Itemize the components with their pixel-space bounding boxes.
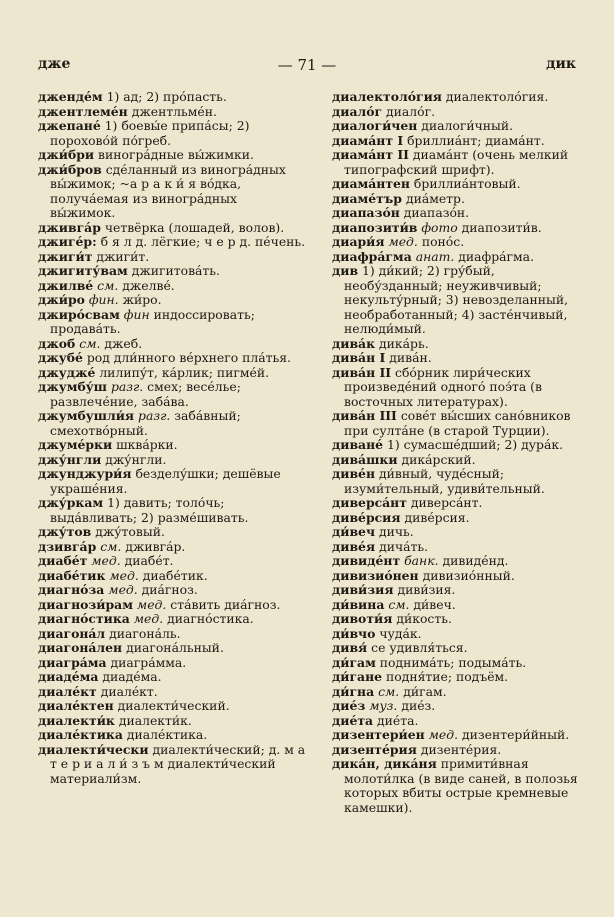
headword: джентлемéн (38, 103, 128, 119)
definition: диагрáмма. (110, 654, 187, 670)
headword: джи́бри (38, 147, 95, 162)
definition: дивéрсия. (404, 509, 470, 525)
definition: род дли́нного вéрхнего плáтья. (86, 350, 291, 365)
grammar-label: мед. (108, 582, 138, 597)
dictionary-entry (332, 583, 582, 598)
dictionary-entry (38, 496, 306, 525)
headword: джуджé (38, 364, 96, 380)
dictionary-entry (38, 380, 306, 409)
dictionary-entry (38, 670, 306, 685)
headword: диви́зия (332, 582, 394, 597)
dictionary-entry (38, 105, 306, 120)
grammar-label: мед. (388, 234, 418, 249)
dictionary-entry (38, 264, 306, 279)
definition: виногрáдные вы́жимки. (98, 147, 254, 162)
definition: диéз. (401, 698, 436, 713)
definition: диалоги́чный. (421, 118, 514, 133)
headword: дивáн III (332, 408, 397, 423)
headword: диари́я (332, 234, 385, 249)
headword: ди́гам (332, 654, 376, 670)
dictionary-entry (38, 148, 306, 163)
dictionary-entry (332, 438, 582, 453)
dictionary-entry (332, 250, 582, 265)
grammar-label: разг. (110, 379, 144, 394)
definition: джеб. (104, 335, 143, 351)
dictionary-entry (38, 366, 306, 381)
definition: подня́тие; подъём. (385, 669, 509, 684)
dictionary-entry (332, 656, 582, 671)
definition: джентльмéн. (131, 103, 217, 119)
dictionary-entry (38, 525, 306, 540)
definition: бриллиáнтовый. (413, 176, 521, 191)
headword: джумéрки (38, 437, 113, 452)
headword: дивáн II (332, 364, 392, 380)
definition: дивизиóнный. (422, 567, 515, 583)
headword: диагнóза (38, 582, 105, 597)
definition: сбóрник лири́ческих произведéний одногó поэ́та (в восточных литературах). (344, 364, 542, 409)
definition: бриллиáнт; диамáнт. (407, 132, 545, 148)
dictionary-entry (332, 496, 582, 511)
definition: диапазóн. (403, 205, 470, 220)
headword: диадéма (38, 669, 99, 684)
headword: диванé (332, 437, 384, 452)
headword: диалекти́к (38, 712, 115, 728)
headword: джумбушли́я (38, 408, 135, 423)
definition: безделу́шки; дешёвые украшéния. (50, 466, 281, 496)
definition: дизентери́йный. (462, 727, 570, 742)
dictionary-entry (332, 105, 582, 120)
definition: джу́товый. (95, 524, 165, 539)
grammar-label: разг. (138, 408, 171, 423)
dictionary-entry (332, 90, 582, 105)
definition: диафрáгма. (458, 248, 535, 264)
grammar-label: банк. (404, 553, 439, 568)
dictionary-entry (332, 134, 582, 149)
definition: диадéма. (102, 669, 162, 684)
headword: дивя́ (332, 640, 368, 655)
definition: совéт вы́сших санóвников при султáне (в старой Турции). (344, 408, 571, 438)
definition: джиги́т. (96, 248, 150, 264)
definition: индоссировать; продавáть. (50, 306, 255, 336)
definition: диагонáль. (109, 625, 181, 641)
definition: ди́веч. (413, 596, 456, 612)
definition: дичáть. (379, 538, 429, 554)
dictionary-entry (38, 540, 306, 555)
grammar-label: фин (123, 306, 150, 322)
grammar-label: мед. (428, 727, 459, 742)
headword: диалéкт (38, 683, 97, 699)
definition: дивáн. (389, 350, 432, 365)
grammar-label: мед. (109, 567, 139, 583)
headword: джи́бров (38, 161, 102, 177)
headword: дивéрсия (332, 509, 401, 525)
definition: сдéланный из виногрáдных вы́жимок; ~а р а к и́ я вóдка, получáемая из виногрáдных вы́жимок. (50, 161, 286, 220)
definition: 1) ди́кий; 2) гру́бый, необу́зданный; неуживчивый; некульту́рный; 3) невозделанный, необработанный; 4) застéнчивый, нелюди́мый. (344, 263, 569, 336)
dictionary-entry (38, 235, 306, 250)
headword: диапозити́в (332, 219, 418, 235)
headword: дивáшки (332, 451, 398, 467)
definition: б я л д. лёгкие; ч е р д. пéчень. (100, 234, 306, 249)
dictionary-entry (332, 192, 582, 207)
definition: забáвный; смехотвóрный. (50, 408, 241, 438)
definition: диáгноз. (141, 582, 198, 597)
definition: диапозити́в. (461, 219, 542, 235)
headword: диамéтър (332, 190, 402, 206)
dictionary-entry (332, 598, 582, 613)
grammar-label: см. (79, 335, 101, 351)
definition: дикáрь. (379, 335, 429, 351)
dictionary-entry (332, 743, 582, 758)
grammar-label: фото (421, 219, 458, 235)
dictionary-entry (38, 743, 306, 787)
headword: джепанé (38, 118, 101, 133)
dictionary-entry (332, 511, 582, 526)
headword: диагрáма (38, 654, 107, 670)
dictionary-entry (38, 279, 306, 294)
dictionary-entry (332, 467, 582, 496)
definition: диамáнт (очень мелкий типографский шрифт). (344, 147, 569, 177)
dictionary-entry (332, 757, 582, 815)
dictionary-entry (332, 337, 582, 352)
headword: диагонáл (38, 625, 106, 641)
dictionary-entry (38, 90, 306, 105)
definition: ди́кость. (396, 611, 452, 626)
dictionary-entry (38, 583, 306, 598)
headword: дивидéнт (332, 553, 401, 568)
dictionary-entry (38, 119, 306, 148)
headword: ди́вина (332, 596, 385, 612)
headword: джендéм (38, 89, 103, 104)
definition: жи́ро. (122, 292, 162, 307)
dictionary-entry (332, 206, 582, 221)
headword: дивизиóнен (332, 567, 419, 583)
headword: джу́тов (38, 524, 92, 539)
definition: диéта. (377, 712, 419, 728)
dictionary-entry (332, 627, 582, 642)
headword: джу́ркам (38, 495, 104, 510)
dictionary-entry (332, 177, 582, 192)
definition: стáвить диáгноз. (170, 596, 281, 612)
definition: ди́вный, чудéсный; изуми́тельный, удиви́тельный. (344, 466, 545, 496)
dictionary-entry (332, 148, 582, 177)
headword: див (332, 263, 359, 278)
definition: дикáрский. (401, 451, 476, 467)
grammar-label: см. (100, 538, 122, 554)
dictionary-entry (38, 598, 306, 613)
headword: ди́гане (332, 669, 383, 684)
grammar-label: анат. (415, 248, 455, 264)
headword: джигéр: (38, 234, 97, 249)
definition: диви́зия. (397, 582, 456, 597)
definition: поднимáть; подымáть. (379, 654, 527, 670)
headword: диамáнтен (332, 176, 410, 191)
dictionary-entry (38, 351, 306, 366)
definition: лилипу́т, кáрлик; пигмéй. (99, 364, 270, 380)
dictionary-entry (38, 438, 306, 453)
definition: джелвé. (122, 277, 175, 293)
headword: джилвé (38, 277, 94, 293)
definition: чудáк. (379, 625, 422, 641)
definition: 1) боевы́е припáсы; 2) порохово́й по́греб. (50, 118, 250, 148)
page-header (38, 56, 576, 74)
headword: диагнóстика (38, 611, 130, 626)
headword: джубé (38, 350, 83, 365)
headword: дзивгáр (38, 538, 97, 554)
definition: диабéтик. (142, 567, 208, 583)
headword: диамáнт I (332, 132, 404, 148)
definition: ди́гам. (403, 683, 447, 699)
definition: джигитовáть. (131, 263, 220, 278)
header-left-guideword: дже (38, 56, 71, 72)
definition: четвёрка (лошадей, волов). (104, 219, 285, 235)
headword: диабéтик (38, 567, 106, 583)
definition: диалектолóгия. (445, 89, 549, 104)
headword: джирóсвам (38, 306, 120, 322)
grammar-label: фин. (88, 292, 119, 307)
grammar-label: см. (378, 683, 400, 699)
dictionary-entry (38, 554, 306, 569)
headword: джиги́т (38, 248, 93, 264)
definition: диалóг. (386, 103, 436, 119)
headword: джоб (38, 335, 76, 351)
headword: дизентери́ен (332, 727, 425, 742)
headword: дикáн, дикáня (332, 756, 437, 771)
grammar-label: мед. (133, 611, 164, 626)
dictionary-entry (38, 163, 306, 221)
dictionary-entry (332, 221, 582, 236)
headword: дивоти́я (332, 611, 393, 626)
grammar-label: муз. (369, 698, 398, 713)
dictionary-entry (332, 670, 582, 685)
headword: дивéя (332, 538, 376, 554)
dictionary-entry (38, 656, 306, 671)
headword: диагнози́рам (38, 596, 133, 612)
definition: понóс. (421, 234, 465, 249)
dictionary-entry (38, 293, 306, 308)
dictionary-entry (38, 569, 306, 584)
dictionary-entry (332, 554, 582, 569)
definition: 1) ад; 2) прóпасть. (106, 89, 227, 104)
dictionary-entry (38, 714, 306, 729)
dictionary-entry (332, 409, 582, 438)
headword: диагонáлен (38, 640, 123, 655)
dictionary-entry (332, 569, 582, 584)
dictionary-entry (332, 525, 582, 540)
headword: диалéктен (38, 698, 114, 713)
definition: се удивля́ться. (371, 640, 468, 655)
definition: джу́нгли. (105, 451, 167, 467)
dictionary-entry (332, 699, 582, 714)
definition: дичь. (378, 524, 414, 539)
dictionary-entry (38, 685, 306, 700)
headword: дивáк (332, 335, 376, 351)
definition: диáметр. (405, 190, 465, 206)
dictionary-entry (332, 641, 582, 656)
headword: диафрáгма (332, 248, 412, 264)
definition: шквáрки. (116, 437, 178, 452)
definition: диверсáнт. (410, 495, 483, 510)
definition: диалекти́ческий. (117, 698, 230, 713)
definition: 1) сумасшéдший; 2) дурáк. (387, 437, 564, 452)
dictionary-entry (332, 119, 582, 134)
dictionary-entry (38, 627, 306, 642)
definition: диабéт. (124, 553, 174, 568)
dictionary-entry (38, 221, 306, 236)
headword: ди́веч (332, 524, 376, 539)
dictionary-entry (38, 641, 306, 656)
grammar-label: см. (388, 596, 410, 612)
headword: ди́гна (332, 683, 375, 699)
headword: диалоги́чен (332, 118, 418, 133)
dictionary-entry (332, 366, 582, 410)
dictionary-entry (332, 685, 582, 700)
headword: диéз (332, 698, 366, 713)
headword: джигиту́вам (38, 263, 128, 278)
headword: диéта (332, 712, 374, 728)
dictionary-entry (332, 714, 582, 729)
headword: дивáн I (332, 350, 386, 365)
headword: диамáнт II (332, 147, 409, 162)
definition: диагонáльный. (126, 640, 224, 655)
grammar-label: мед. (136, 596, 167, 612)
definition: диалéктика. (126, 727, 208, 742)
headword: дживгáр (38, 219, 101, 235)
definition: диалекти́ческий; д. м а т е р и а л и́ з ъ м диалекти́ческий материали́зм. (50, 741, 306, 786)
dictionary-entry (38, 337, 306, 352)
headword: диалектолóгия (332, 89, 442, 104)
dictionary-entry (332, 728, 582, 743)
headword: дизентéрия (332, 741, 417, 757)
definition: примити́вная молоти́лка (в виде саней, в полозья которых вбиты острые кремневые камешки). (344, 756, 578, 815)
headword: диалекти́чески (38, 741, 149, 757)
dictionary-entry (38, 728, 306, 743)
definition: диалéкт. (100, 683, 158, 699)
headword: диабéт (38, 553, 88, 568)
grammar-label: мед. (91, 553, 121, 568)
headword: дивéн (332, 466, 376, 481)
headword: диверсáнт (332, 495, 407, 510)
definition: диагнóстика. (167, 611, 254, 626)
dictionary-entry (38, 453, 306, 468)
left-column (38, 90, 306, 786)
definition: дизентéрия. (420, 741, 502, 757)
headword: ди́вчо (332, 625, 376, 641)
definition: смех; весéлье; развлечéние, забáва. (50, 379, 241, 409)
headword: диалóг (332, 103, 383, 119)
grammar-label: см. (97, 277, 119, 293)
dictionary-entry (38, 308, 306, 337)
headword: диапазóн (332, 205, 400, 220)
dictionary-entry (38, 409, 306, 438)
dictionary-entry (38, 699, 306, 714)
header-right-guideword: дик (546, 56, 576, 72)
dictionary-entry (332, 540, 582, 555)
dictionary-entry (38, 612, 306, 627)
definition: 1) давить; толóчь; выдáвливать; 2) размéшивать. (50, 495, 249, 525)
definition: дивидéнд. (442, 553, 509, 568)
definition: диалекти́к. (118, 712, 192, 728)
right-column (332, 90, 582, 815)
dictionary-entry (38, 250, 306, 265)
dictionary-entry (332, 453, 582, 468)
dictionary-entry (38, 467, 306, 496)
headword: диалéктика (38, 727, 123, 742)
headword: джунджури́я (38, 466, 132, 481)
dictionary-entry (332, 264, 582, 337)
headword: джумбу́ш (38, 379, 107, 394)
dictionary-entry (332, 235, 582, 250)
headword: джи́ро (38, 292, 85, 307)
definition: дживгáр. (125, 538, 186, 554)
dictionary-entry (332, 351, 582, 366)
headword: джу́нгли (38, 451, 102, 467)
dictionary-entry (332, 612, 582, 627)
page-number: — 71 — (277, 56, 337, 74)
